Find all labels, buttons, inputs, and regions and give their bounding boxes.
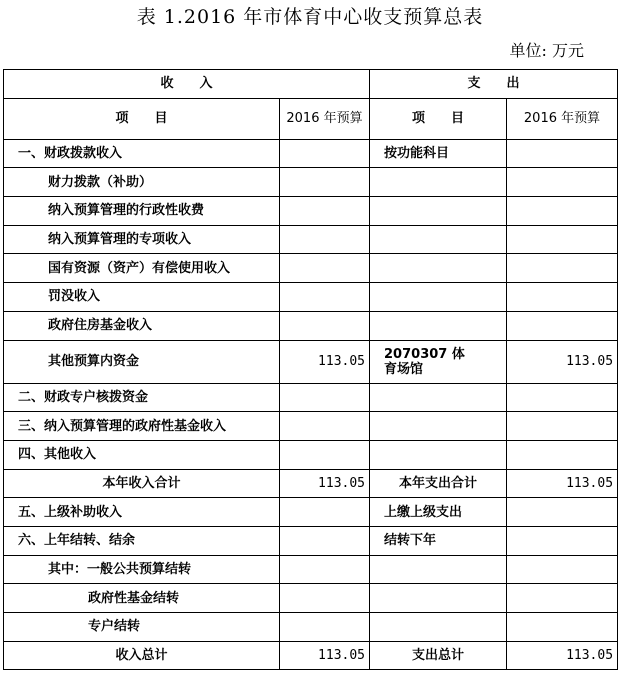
expense-value	[507, 498, 618, 527]
income-section-header: 收 入	[4, 70, 370, 99]
income-item: 纳入预算管理的行政性收费	[4, 197, 280, 226]
table-row	[4, 412, 618, 441]
expense-item	[370, 225, 507, 254]
expense-item	[370, 168, 507, 197]
income-item: 其中：一般公共预算结转	[4, 555, 280, 584]
expense-value	[507, 440, 618, 469]
table-row	[4, 498, 618, 527]
expense-value	[507, 383, 618, 412]
income-value	[280, 526, 370, 555]
expense-value	[507, 225, 618, 254]
income-item: 三、纳入预算管理的政府性基金收入	[4, 412, 280, 441]
table-row	[4, 555, 618, 584]
table-row	[4, 383, 618, 412]
income-item: 本年收入合计	[4, 469, 280, 498]
expense-section-header: 支 出	[370, 70, 618, 99]
expense-value	[507, 254, 618, 283]
expense-item	[370, 311, 507, 340]
income-value	[280, 613, 370, 642]
expense-value	[507, 283, 618, 312]
income-total-label: 收入总计	[4, 641, 280, 670]
expense-item: 2070307 体育场馆	[370, 340, 507, 383]
income-item: 罚没收入	[4, 283, 280, 312]
expense-value	[507, 197, 618, 226]
income-item: 专户结转	[4, 613, 280, 642]
income-item: 纳入预算管理的专项收入	[4, 225, 280, 254]
expense-total-label: 支出总计	[370, 641, 507, 670]
income-item-header: 项 目	[4, 98, 280, 139]
table-row	[4, 254, 618, 283]
income-value	[280, 412, 370, 441]
income-value	[280, 498, 370, 527]
income-value	[280, 139, 370, 168]
expense-item: 本年支出合计	[370, 469, 507, 498]
expense-value	[507, 526, 618, 555]
expense-item	[370, 613, 507, 642]
income-value	[280, 225, 370, 254]
expense-item	[370, 555, 507, 584]
expense-item	[370, 283, 507, 312]
column-header-row	[4, 98, 618, 139]
table-row	[4, 613, 618, 642]
table-row	[4, 168, 618, 197]
income-item: 六、上年结转、结余	[4, 526, 280, 555]
table-row	[4, 526, 618, 555]
income-item: 二、财政专户核拨资金	[4, 383, 280, 412]
table-row	[4, 197, 618, 226]
expense-item	[370, 412, 507, 441]
table-row	[4, 139, 618, 168]
income-value: 113.05	[280, 469, 370, 498]
expense-item: 上缴上级支出	[370, 498, 507, 527]
income-total-value: 113.05	[280, 641, 370, 670]
expense-item: 按功能科目	[370, 139, 507, 168]
table-row	[4, 225, 618, 254]
income-item: 一、财政拨款收入	[4, 139, 280, 168]
expense-item	[370, 383, 507, 412]
income-value	[280, 383, 370, 412]
income-item: 财力拨款（补助）	[4, 168, 280, 197]
income-item: 四、其他收入	[4, 440, 280, 469]
unit-label: 单位: 万元	[509, 41, 584, 60]
expense-item	[370, 254, 507, 283]
expense-total-value: 113.05	[507, 641, 618, 670]
table-row	[4, 641, 618, 670]
expense-value	[507, 584, 618, 613]
income-value	[280, 555, 370, 584]
expense-value	[507, 311, 618, 340]
income-value	[280, 311, 370, 340]
expense-value: 113.05	[507, 340, 618, 383]
income-value	[280, 254, 370, 283]
expense-value: 113.05	[507, 469, 618, 498]
expense-item: 结转下年	[370, 526, 507, 555]
expense-item-header: 项 目	[370, 98, 507, 139]
income-value	[280, 168, 370, 197]
expense-item	[370, 440, 507, 469]
income-item: 国有资源（资产）有偿使用收入	[4, 254, 280, 283]
page-title: 表 1.2016 年市体育中心收支预算总表	[136, 6, 484, 28]
income-item: 政府性基金结转	[4, 584, 280, 613]
income-value: 113.05	[280, 340, 370, 383]
income-value	[280, 283, 370, 312]
budget-table	[3, 69, 618, 670]
table-row	[4, 469, 618, 498]
table-row	[4, 440, 618, 469]
expense-value	[507, 613, 618, 642]
expense-item	[370, 197, 507, 226]
table-row	[4, 584, 618, 613]
table-row	[4, 283, 618, 312]
income-value	[280, 197, 370, 226]
expense-item	[370, 584, 507, 613]
expense-budget-header: 2016 年预算	[507, 98, 618, 139]
income-value	[280, 584, 370, 613]
income-item: 政府住房基金收入	[4, 311, 280, 340]
income-item: 五、上级补助收入	[4, 498, 280, 527]
expense-value	[507, 412, 618, 441]
table-row	[4, 311, 618, 340]
table-row	[4, 340, 618, 383]
expense-value	[507, 168, 618, 197]
section-header-row	[4, 70, 618, 99]
income-budget-header: 2016 年预算	[280, 98, 370, 139]
expense-value	[507, 555, 618, 584]
income-item: 其他预算内资金	[4, 340, 280, 383]
income-value	[280, 440, 370, 469]
expense-value	[507, 139, 618, 168]
